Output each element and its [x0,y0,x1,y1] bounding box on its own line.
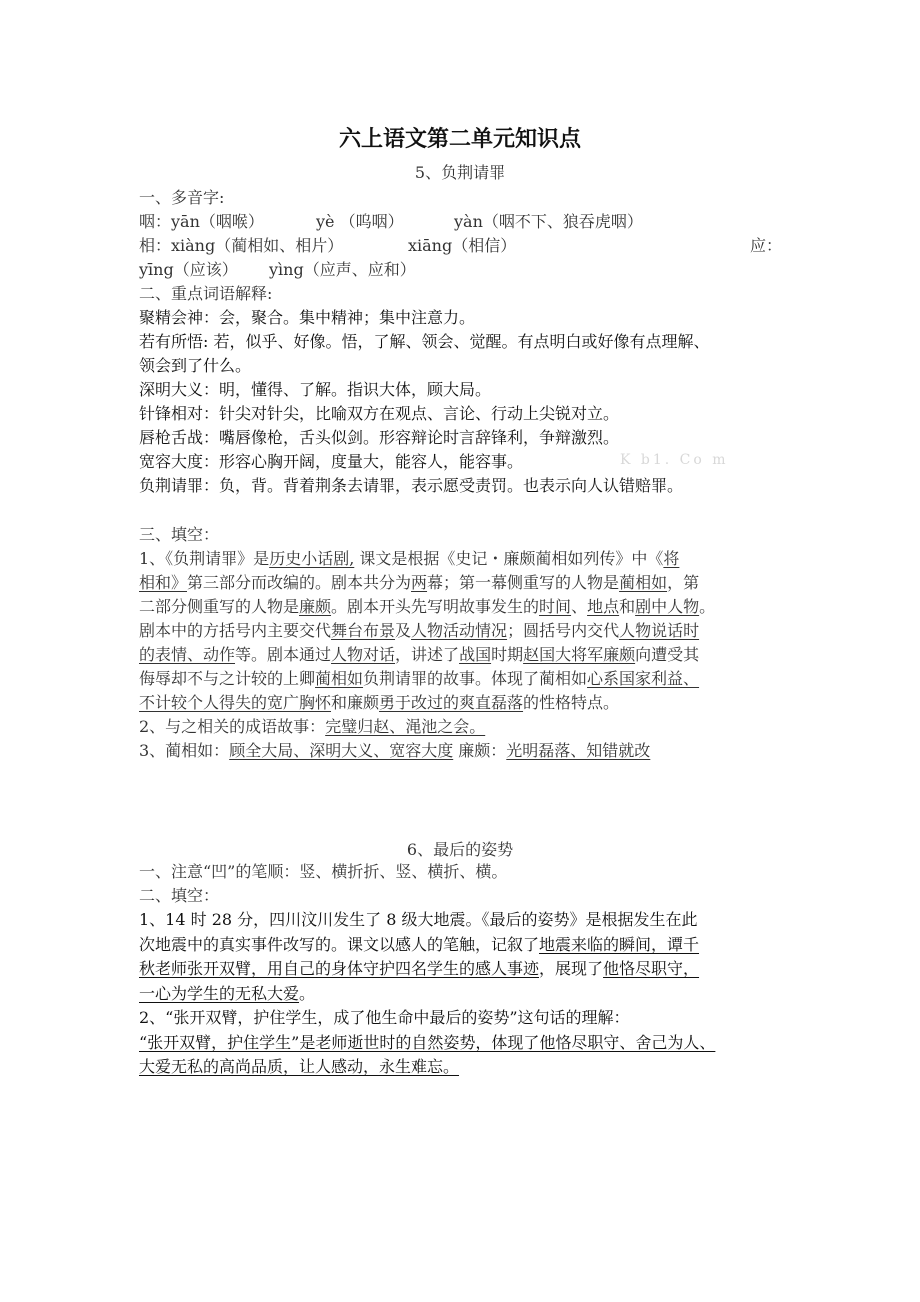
answer-text: 赵国大将军廉颇 [523,645,636,664]
polyphone-ying-2: yìng（应声、应和） [269,260,416,279]
answer-text: 的表情、动作 [139,645,236,664]
paragraph-line [139,1055,459,1079]
paragraph-line [139,595,715,619]
paragraph-line [139,619,699,643]
text-segment: 幕；第一幕侧重写的人物是 [427,573,620,592]
paragraph-line [139,547,679,571]
answer-text: 蔺相如 [315,669,364,688]
paragraph-line [139,957,699,981]
section-polyphone-heading: 一、多音字: [139,188,225,207]
answer-text: 大爱无私的高尚品质，让人感动，永生难忘。 [139,1057,460,1076]
answer-text: 时间 [539,597,572,616]
vocab-definition: 宽容大度：形容心胸开阔，度量大，能容人，能容事。 [139,452,524,471]
vocab-definition: 针锋相对：针尖对针尖，比喻双方在观点、言论、行动上尖锐对立。 [139,404,620,423]
answer-text: 地震来临的瞬间，谭千 [539,934,700,954]
polyphone-yan-2: yè （呜咽） [316,212,404,231]
vocab-definition: 若有所悟: 若，似乎、好像。悟，了解、领会、觉醒。有点明白或好像有点理解、 [139,332,710,351]
paragraph-line [139,982,315,1006]
polyphone-ying-label: 应： [750,236,783,255]
answer-text: 将 [663,549,680,568]
answer-text: 地点 [587,597,620,616]
answer-text: 一心为学生的无私大爱 [139,983,300,1003]
text-segment: 2、与之相关的成语故事： [139,717,326,736]
text-segment: 课文是根据《史记・廉颇蔺相如列传》中《 [354,549,664,568]
text-segment: 负荆请罪的故事。体现了蔺相如 [363,669,588,688]
text-segment: 、 [571,597,588,616]
text-segment: 和廉颇 [331,693,380,712]
answer-text: 人物说话时 [619,621,700,640]
text-segment: 廉颇： [453,741,507,760]
answer-text: 剧中人物 [635,597,700,616]
section-vocab-heading: 二、重点词语解释: [139,284,273,303]
vocab-definition: 负荆请罪：负，背。背着荆条去请罪，表示愿受责罚。也表示向人认错赔罪。 [139,476,684,495]
text-segment: 。 [699,597,716,616]
polyphone-xiang-2: xiāng（相信） [408,236,517,255]
text-segment: 剧本中的方括号内主要交代 [139,621,332,640]
paragraph-line [139,1006,630,1030]
answer-text: 完璧归赵、渑池之会。 [325,717,486,736]
text-segment: 3、蔺相如： [139,741,230,760]
answer-text: 舞台布景 [331,621,396,640]
text-segment: ，展现了 [539,959,604,978]
text-segment: 和 [619,597,636,616]
text-segment: 1、14 时 28 分，四川汶川发生了 8 级大地震。《最后的姿势》是根据发生在此 [139,910,698,929]
polyphone-xiang-1: 相：xiàng（蔺相如、相片） [139,236,344,255]
page-title: 六上语文第二单元知识点 [338,127,581,152]
paragraph-line [139,908,698,932]
text-segment: 次地震中的真实事件改写的。课文以感人的笔触，记叙了 [139,934,540,954]
text-segment: 二部分侧重写的人物是 [139,597,300,616]
text-segment: 等。剧本通过 [235,645,332,664]
polyphone-yan-1: 咽：yān（咽喉） [139,212,264,231]
text-segment: ，第 [667,573,700,592]
polyphone-yan-3: yàn（咽不下、狼吞虎咽） [454,212,643,231]
answer-text: 他恪尽职守， [603,959,700,978]
section-fill-heading: 二、填空： [139,886,220,905]
text-segment: 。剧本开头先写明故事发生的 [331,597,540,616]
polyphone-ying-1: yīng（应该） [139,260,238,279]
text-segment: 时期 [491,645,524,664]
text-segment: 第三部分而改编的。剧本共分为 [187,573,412,592]
answer-text: 勇于改过的爽直磊落 [379,693,524,712]
answer-text: “张开双臂，护住学生”是老师逝世时的自然姿势，体现了他恪尽职守、舍己为人、 [139,1032,716,1052]
text-segment: 。 [299,983,316,1003]
vocab-definition: 聚精会神：会，聚合。集中精神；集中注意力。 [139,308,476,327]
paragraph-line [139,643,699,667]
paragraph-line [139,739,650,763]
section-fill-heading: 三、填空： [139,525,220,544]
lesson5-heading: 5、负荆请罪 [414,163,506,182]
answer-text: 历史小话剧, [269,549,355,568]
answer-text: 心系国家利益、 [587,669,700,688]
text-segment: 1、《负荆请罪》是 [139,549,270,568]
answer-text: 秋老师张开双臂，用自己的身体守护四名学生的感人事迹 [139,959,540,978]
paragraph-line [139,691,619,715]
text-segment: 2、“张开双臂，护住学生，成了他生命中最后的姿势”这句话的理解： [139,1008,630,1027]
answer-text: 光明磊落、知错就改 [506,741,651,760]
answer-text: 人物活动情况 [411,621,508,640]
text-segment: ，讲述了 [395,645,460,664]
answer-text: 相和》 [139,573,188,592]
answer-text: 人物对话 [331,645,396,664]
answer-text: 顾全大局、深明大义、宽容大度 [229,741,454,760]
answer-text: 蔺相如 [619,573,668,592]
text-segment: 侮辱却不与之计较的上卿 [139,669,316,688]
vocab-definition: 深明大义：明，懂得、了解。指识大体，顾大局。 [139,380,492,399]
answer-text: 两 [411,573,428,592]
paragraph-line [139,571,699,595]
lesson6-heading: 6、最后的姿势 [406,840,514,859]
text-segment: 向遭受其 [635,645,700,664]
paragraph-line [139,1031,715,1055]
answer-text: 廉颇 [299,597,332,616]
vocab-definition-cont: 领会到了什么。 [139,356,252,375]
text-segment: 及 [395,621,412,640]
paragraph-line [139,933,699,957]
text-segment: 的性格特点。 [523,693,620,712]
answer-text: 战国 [459,645,492,664]
vocab-definition: 唇枪舌战：嘴唇像枪，舌头似剑。形容辩论时言辞锋利，争辩激烈。 [139,428,620,447]
answer-text: 不计较个人得失的宽广胸怀 [139,693,332,712]
text-segment: ；圆括号内交代 [507,621,620,640]
paragraph-line [139,667,699,691]
stroke-order-note: 一、注意“凹”的笔顺：竖、横折折、竖、横折、横。 [139,862,508,881]
paragraph-line [139,715,485,739]
watermark-text: K b1. Co m [620,452,729,468]
